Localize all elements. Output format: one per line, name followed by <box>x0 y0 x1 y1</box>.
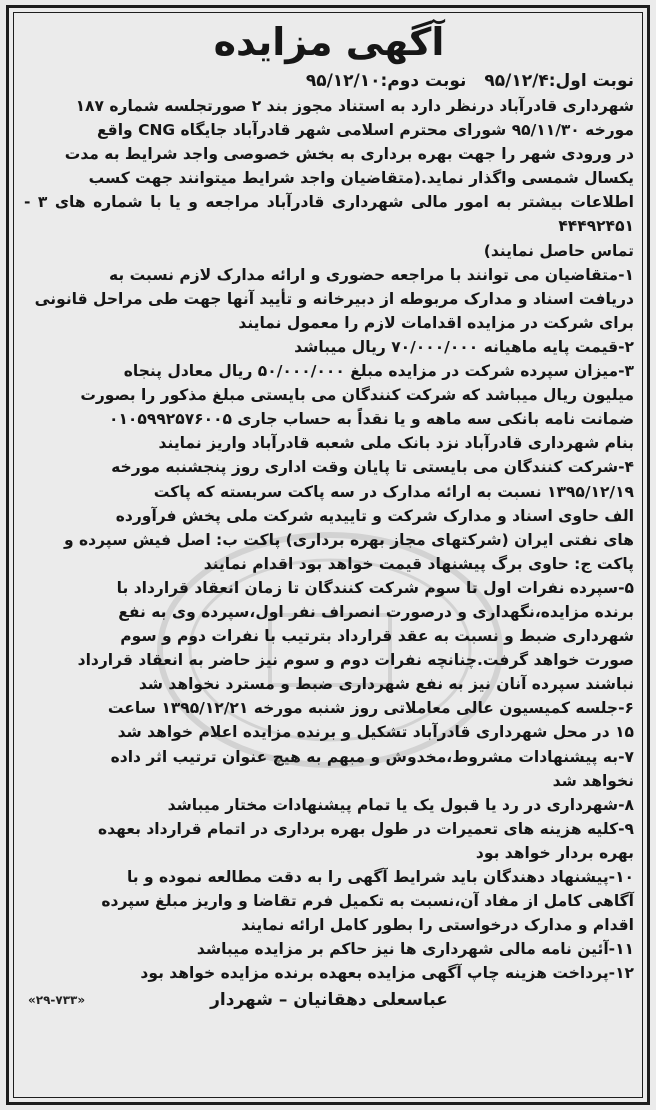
clause-line: های نفتی ایران (شرکتهای مجاز بهره برداری) پاکت ب: اصل فیش سپرده و <box>64 530 634 549</box>
clause-line: ۱۳۹۵/۱۲/۱۹ نسبت به ارائه مدارک در سه پاکت سربسته که پاکت <box>153 482 634 501</box>
clause-line: برنده مزایده،نگهداری و درصورت انصراف نفر اول،سپرده وی به نفع <box>118 602 634 621</box>
clause-line: بنام شهرداری قادرآباد نزد بانک ملی شعبه قادرآباد واریز نمایند <box>158 434 634 453</box>
clause-line: آگاهی کامل از مفاد آن،نسبت به تکمیل فرم تقاضا و واریز مبلغ سپرده <box>101 892 634 911</box>
text-line: اطلاعات بیشتر به امور مالی شهرداری قادرآباد مراجعه و یا با شماره های ۳ - ۴۴۴۹۲۴۵۱ <box>24 193 634 236</box>
text-line: یکسال شمسی واگذار نماید.(متقاضیان واجد شرایط میتوانند جهت کسب <box>88 169 634 188</box>
clause-line: ۱۰-پیشنهاد دهندگان باید شرایط آگهی را به دقت مطالعه نموده و با <box>126 868 634 886</box>
clause-line: صورت خواهد گرفت.چنانچه نفرات دوم و سوم نیز حاضر به انعقاد قرارداد <box>77 651 634 670</box>
clause-line: اقدام و مدارک درخواستی را بطور کامل ارائه نمایند <box>241 916 634 935</box>
clause-line: ۸-شهرداری در رد یا قبول یک یا تمام پیشنهادات مختار میباشد <box>167 795 634 814</box>
clause-line: ۹-کلیه هزینه های تعمیرات در طول بهره برداری در اتمام قرارداد بعهده <box>98 819 634 838</box>
clause-line: نباشند سپرده آنان نیز به نفع شهرداری ضبط و مسترد نخواهد شد <box>138 675 634 694</box>
clause-line: ۷-به پیشنهادات مشروط،مخدوش و مبهم به هیچ عنوان ترتیب اثر داده <box>110 747 634 766</box>
clause-line: ۱۲-پرداخت هزینه چاپ آگهی مزایده بعهده برنده مزایده خواهد بود <box>140 964 634 983</box>
clause-line: نخواهد شد <box>552 771 634 790</box>
publication-rounds <box>24 68 634 94</box>
clause-line: ۳-میزان سپرده شرکت در مزایده مبلغ ۵۰/۰۰۰/۰۰۰ ریال معادل پنجاه <box>123 362 634 381</box>
clause-line: ۲-قیمت پایه ماهیانه ۷۰/۰۰۰/۰۰۰ ریال میباشد <box>294 337 634 356</box>
clause-line: بهره بردار خواهد بود <box>475 843 634 862</box>
clauses <box>24 263 634 986</box>
text-line: شهرداری قادرآباد درنظر دارد به استناد مجوز بند ۲ صورتجلسه شماره ۱۸۷ <box>75 97 634 115</box>
notice-title: آگهی مزایده <box>213 20 445 64</box>
clause-line: برای شرکت در مزایده اقدامات لازم را معمول نمایند <box>238 313 634 332</box>
clause-line: ۱-متقاضیان می توانند با مراجعه حضوری و ارائه مدارک لازم نسبت به <box>109 265 634 284</box>
round-second: نوبت دوم:۹۵/۱۲/۱۰ <box>305 71 467 91</box>
ad-code: «۲۹-۷۳۳» <box>28 993 86 1008</box>
clause-line: ضمانت نامه بانکی سه ماهه و یا نقداً به حساب جاری ۰۱۰۵۹۹۲۵۷۶۰۰۵ <box>109 410 634 429</box>
round-first: نوبت اول:۹۵/۱۲/۴ <box>484 71 634 91</box>
intro-paragraph <box>24 94 634 263</box>
text-line: در ورودی شهر را جهت بهره برداری به بخش خصوصی واجد شرایط به مدت <box>64 145 634 164</box>
clause-line: ۶-جلسه کمیسیون عالی معاملاتی روز شنبه مورخه ۱۳۹۵/۱۲/۲۱ ساعت <box>107 699 634 718</box>
notice-footer <box>24 987 634 1013</box>
clause-line: ۴-شرکت کنندگان می بایستی تا پایان وقت اداری روز پنجشنبه مورخه <box>111 458 634 477</box>
text-line: تماس حاصل نمایند) <box>483 241 634 260</box>
clause-line: پاکت ج: حاوی برگ پیشنهاد قیمت خواهد بود اقدام نمایند <box>203 554 634 573</box>
clause-line: دریافت اسناد و مدارک مربوطه از دبیرخانه و تأیید آنها جهت طی مراحل قانونی <box>34 289 634 308</box>
clause-line: ۱۱-آئین نامه مالی شهرداری ها نیز حاکم بر مزایده میباشد <box>196 940 634 959</box>
text-line: مورخه ۹۵/۱۱/۳۰ شورای محترم اسلامی شهر قادرآباد جایگاه CNG واقع <box>96 121 634 140</box>
clause-line: ۱۵ در محل شهرداری قادرآباد تشکیل و برنده مزایده اعلام خواهد شد <box>117 723 634 742</box>
signature: عباسعلی دهقانیان – شهردار <box>210 990 448 1011</box>
notice-body <box>24 16 634 1013</box>
clause-line: میلیون ریال میباشد که شرکت کنندگان می بایستی مبلغ مذکور را بصورت <box>80 386 634 405</box>
clause-line: الف حاوی اسناد و مدارک شرکت و تاییدیه شرکت ملی پخش فرآورده <box>115 506 634 525</box>
clause-line: شهرداری ضبط و نسبت به عقد قرارداد بترتیب با نفرات دوم و سوم <box>120 627 634 646</box>
clause-line: ۵-سپرده نفرات اول تا سوم شرکت کنندگان تا زمان انعقاد قرارداد با <box>116 578 634 597</box>
